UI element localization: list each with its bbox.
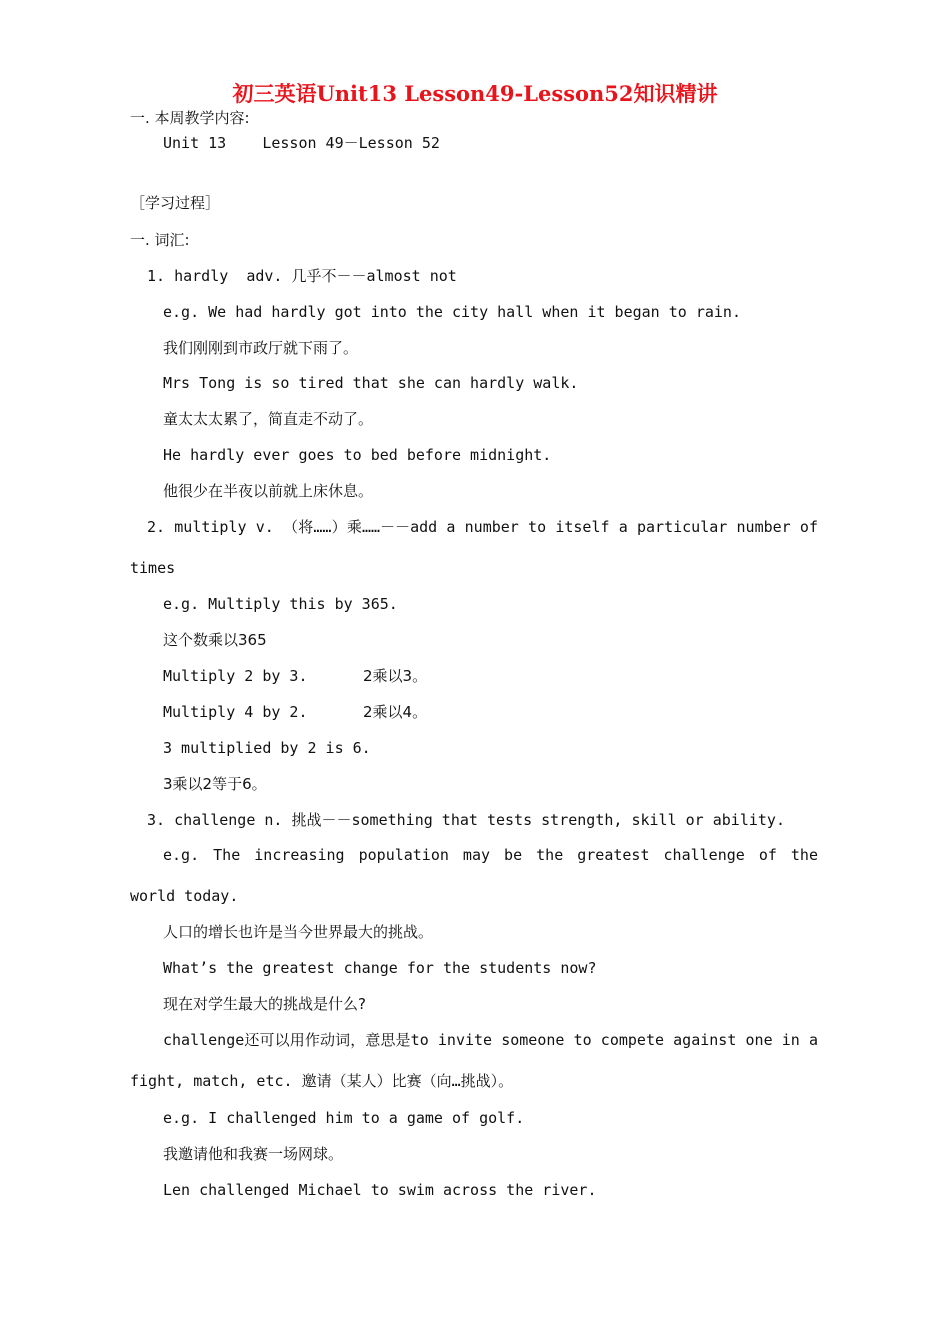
example-translation: 我邀请他和我赛一场网球。	[163, 1145, 344, 1163]
example-sentence: What’s the greatest change for the students now?	[163, 959, 597, 977]
vocab-item-challenge: 3. challenge n. 挑战－－something that tests strength, skill or ability.	[147, 811, 785, 829]
example-sentence: e.g. The increasing population may be the greatest challenge of the world today.	[130, 846, 818, 905]
example-sentence: Multiply 2 by 3.	[163, 667, 308, 685]
example-sentence: He hardly ever goes to bed before midnight.	[163, 446, 552, 464]
vocab-item-multiply: 2. multiply v. （将……）乘……－－add a number to itself a particular number of times	[130, 518, 818, 577]
example-translation: 童太太太累了，简直走不动了。	[163, 410, 374, 428]
example-translation: 这个数乘以365	[163, 631, 267, 649]
example-sentence: e.g. Multiply this by 365.	[163, 595, 398, 613]
vocab-heading: 一. 词汇:	[130, 231, 190, 249]
section-content: Unit 13 Lesson 49－Lesson 52	[163, 134, 440, 152]
example-sentence: Len challenged Michael to swim across the river.	[163, 1181, 597, 1199]
example-sentence: Mrs Tong is so tired that she can hardly walk.	[163, 374, 579, 392]
page-title: 初三英语Unit13 Lesson49-Lesson52知识精讲	[232, 81, 718, 106]
example-translation: 2乘以3。	[363, 667, 428, 685]
process-label: ［学习过程］	[130, 194, 221, 212]
example-sentence: Multiply 4 by 2.	[163, 703, 308, 721]
example-translation: 他很少在半夜以前就上床休息。	[163, 482, 374, 500]
example-translation: 3乘以2等于6。	[163, 775, 267, 793]
example-translation: 我们刚刚到市政厅就下雨了。	[163, 339, 359, 357]
vocab-item-hardly: 1. hardly adv. 几乎不－－almost not	[147, 267, 457, 285]
section-heading: 一. 本周教学内容:	[130, 109, 250, 127]
example-translation: 现在对学生最大的挑战是什么?	[163, 995, 366, 1013]
example-sentence: e.g. We had hardly got into the city hall when it began to rain.	[163, 303, 741, 321]
example-sentence: e.g. I challenged him to a game of golf.	[163, 1109, 525, 1127]
example-sentence: 3 multiplied by 2 is 6.	[163, 739, 371, 757]
example-translation: 2乘以4。	[363, 703, 428, 721]
example-translation: 人口的增长也许是当今世界最大的挑战。	[163, 923, 434, 941]
usage-note: challenge还可以用作动词，意思是to invite someone to compete against one in a fight, match, etc. 邀请（某人）比赛（向…挑战）。	[130, 1031, 818, 1090]
